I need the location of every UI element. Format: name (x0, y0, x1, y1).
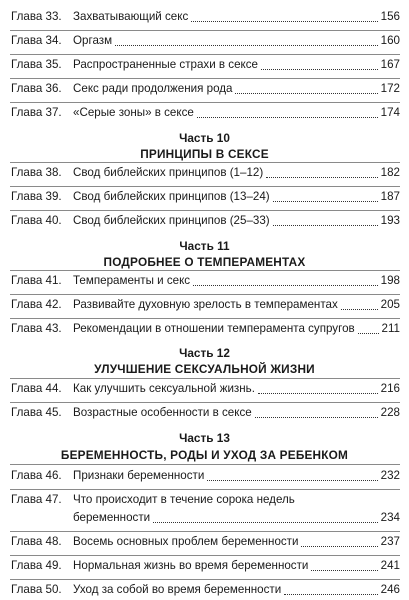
divider (10, 378, 400, 379)
page-number: 216 (380, 382, 400, 395)
toc-entry (11, 164, 400, 182)
divider (10, 318, 400, 319)
toc-entry (11, 32, 400, 50)
toc-entry (11, 8, 400, 26)
page-number: 182 (380, 166, 400, 179)
divider (10, 464, 400, 465)
page-number: 187 (380, 190, 400, 203)
chapter-title: Как улучшить сексуальной жизнь. (73, 382, 255, 395)
chapter-number: Глава 35. (11, 58, 62, 71)
chapter-number: Глава 43. (11, 322, 62, 335)
page-number: 193 (380, 214, 400, 227)
page-number: 241 (380, 559, 400, 572)
divider (10, 489, 400, 490)
toc-entry (11, 104, 400, 122)
chapter-title: Что происходит в течение сорока недель (73, 493, 295, 506)
toc-entry (11, 212, 400, 230)
dot-leader (261, 69, 378, 70)
dot-leader (207, 480, 377, 481)
toc-entry-continuation (11, 509, 400, 527)
page-number: 246 (380, 583, 400, 596)
toc-entry (11, 56, 400, 74)
chapter-number: Глава 37. (11, 106, 62, 119)
dot-leader (153, 522, 378, 523)
chapter-title: Свод библейских принципов (13–24) (73, 190, 270, 203)
chapter-number: Глава 38. (11, 166, 62, 179)
divider (10, 210, 400, 211)
toc-entry (11, 404, 400, 422)
chapter-title: Свод библейских принципов (1–12) (73, 166, 264, 179)
chapter-title: Захватывающий секс (73, 10, 189, 23)
chapter-number: Глава 47. (11, 493, 62, 506)
chapter-title: Секс ради продолжения рода (73, 82, 233, 95)
chapter-title: Темпераменты и секс (73, 274, 191, 287)
divider (10, 555, 400, 556)
dot-leader (193, 285, 378, 286)
chapter-number: Глава 48. (11, 535, 62, 548)
page-number: 205 (380, 298, 400, 311)
chapter-title: «Серые зоны» в сексе (73, 106, 194, 119)
toc-entry (11, 467, 400, 485)
toc-entry (11, 320, 400, 338)
page-number: 160 (380, 34, 400, 47)
chapter-number: Глава 39. (11, 190, 62, 203)
chapter-title-continuation: беременности (73, 511, 151, 524)
page-number: 232 (380, 469, 400, 482)
part-label: Часть 11 (179, 239, 230, 253)
part-label: Часть 13 (179, 431, 230, 445)
dot-leader (301, 546, 377, 547)
chapter-number: Глава 50. (11, 583, 62, 596)
chapter-title: Восемь основных проблем беременности (73, 535, 299, 548)
chapter-title: Возрастные особенности в сексе (73, 406, 252, 419)
dot-leader (258, 393, 378, 394)
page-number: 228 (380, 406, 400, 419)
dot-leader (341, 309, 378, 310)
part-label: Часть 10 (179, 131, 230, 145)
divider (10, 402, 400, 403)
chapter-number: Глава 41. (11, 274, 62, 287)
chapter-title: Нормальная жизнь во время беременности (73, 559, 309, 572)
chapter-title: Оргазм (73, 34, 113, 47)
chapter-number: Глава 34. (11, 34, 62, 47)
toc-entry (11, 581, 400, 599)
divider (10, 579, 400, 580)
divider (10, 102, 400, 103)
divider (10, 531, 400, 532)
divider (10, 186, 400, 187)
chapter-title: Свод библейских принципов (25–33) (73, 214, 270, 227)
chapter-number: Глава 40. (11, 214, 62, 227)
page-number: 167 (380, 58, 400, 71)
chapter-number: Глава 46. (11, 469, 62, 482)
divider (10, 294, 400, 295)
chapter-number: Глава 45. (11, 406, 62, 419)
chapter-title: Рекомендации в отношении темперамента супругов (73, 322, 355, 335)
toc-entry (11, 80, 400, 98)
page-number: 211 (381, 322, 400, 335)
part-title: ПРИНЦИПЫ В СЕКСЕ (140, 147, 269, 161)
dot-leader (197, 117, 378, 118)
divider (10, 54, 400, 55)
divider (10, 162, 400, 163)
toc-entry (11, 380, 400, 398)
page-number: 156 (380, 10, 400, 23)
chapter-number: Глава 42. (11, 298, 62, 311)
divider (10, 78, 400, 79)
chapter-title: Распространенные страхи в сексе (73, 58, 258, 71)
divider (10, 30, 400, 31)
chapter-number: Глава 49. (11, 559, 62, 572)
chapter-number: Глава 36. (11, 82, 62, 95)
page-number: 172 (380, 82, 400, 95)
chapter-number: Глава 33. (11, 10, 62, 23)
page-number: 174 (380, 106, 400, 119)
dot-leader (273, 201, 378, 202)
page-number: 234 (380, 511, 400, 524)
dot-leader (115, 45, 378, 46)
chapter-title: Признаки беременности (73, 469, 205, 482)
part-title: УЛУЧШЕНИЕ СЕКСУАЛЬНОЙ ЖИЗНИ (94, 362, 315, 376)
part-title: БЕРЕМЕННОСТЬ, РОДЫ И УХОД ЗА РЕБЕНКОМ (60, 448, 349, 462)
dot-leader (266, 177, 377, 178)
chapter-title: Развивайте духовную зрелость в темпераментах (73, 298, 338, 311)
toc-entry (11, 188, 400, 206)
part-title: ПОДРОБНЕЕ О ТЕМПЕРАМЕНТАХ (103, 255, 306, 269)
toc-entry (11, 557, 400, 575)
toc-entry (11, 533, 400, 551)
dot-leader (235, 93, 377, 94)
chapter-title: Уход за собой во время беременности (73, 583, 282, 596)
dot-leader (191, 21, 377, 22)
toc-entry (11, 272, 400, 290)
dot-leader (255, 417, 378, 418)
part-label: Часть 12 (179, 346, 230, 360)
toc-entry (11, 491, 400, 509)
chapter-number: Глава 44. (11, 382, 62, 395)
dot-leader (284, 594, 377, 595)
divider (10, 270, 400, 271)
dot-leader (311, 570, 377, 571)
page-number: 198 (380, 274, 400, 287)
page-number: 237 (380, 535, 400, 548)
dot-leader (358, 333, 379, 334)
toc-entry (11, 296, 400, 314)
dot-leader (273, 225, 378, 226)
